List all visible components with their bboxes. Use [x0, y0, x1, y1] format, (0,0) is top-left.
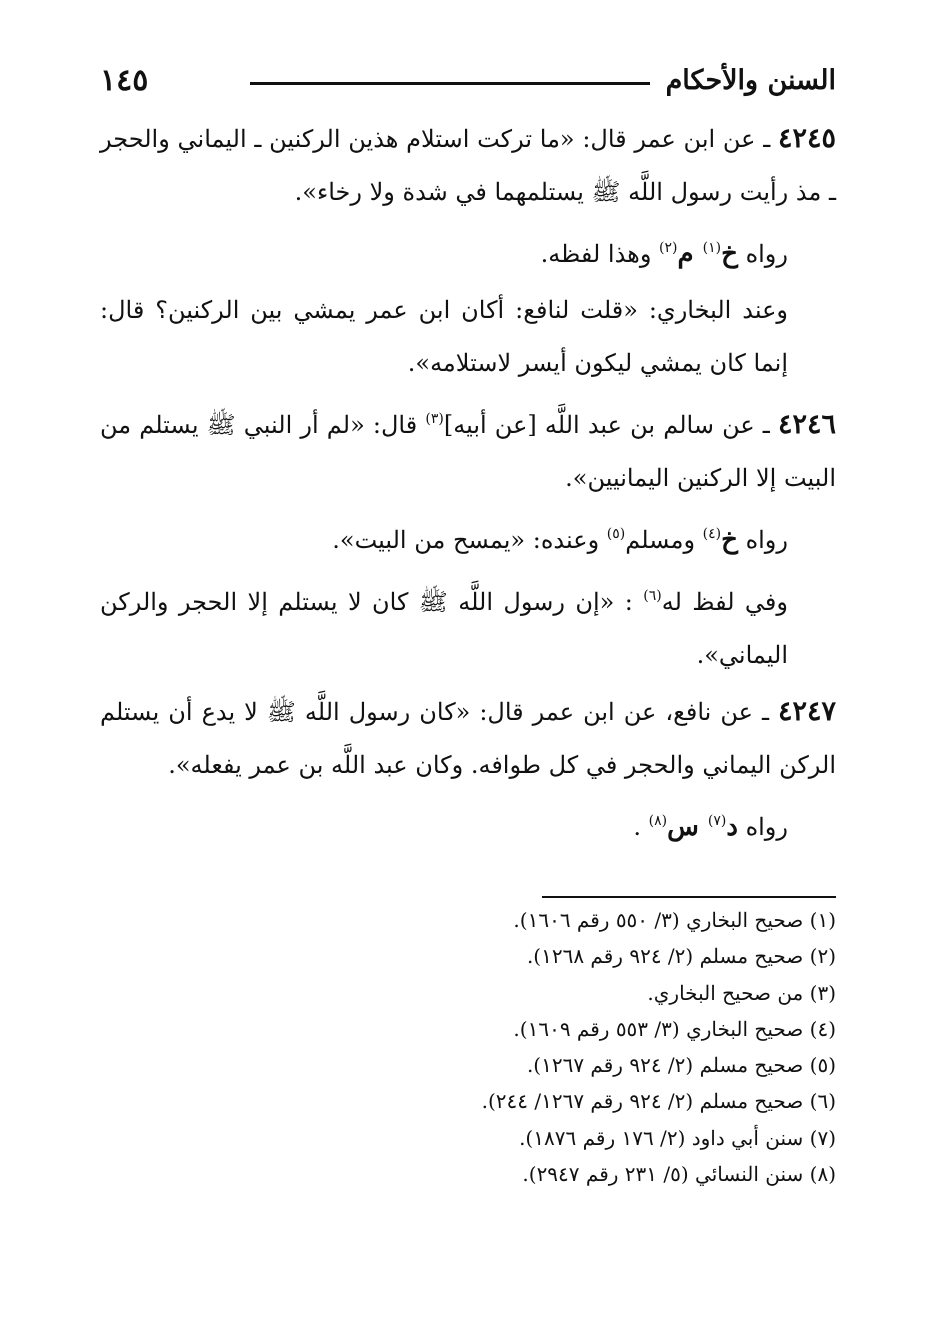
footnote-item: (٥) صحيح مسلم (٢/ ٩٢٤ رقم ١٢٦٧). — [526, 1053, 836, 1078]
variant-text: : «إن رسول اللَّه ﷺ كان لا يستلم إلا الحجر والركن اليماني». — [100, 588, 788, 669]
footnote-ref: (٦) — [643, 588, 662, 604]
hadith-text: ـ عن نافع، عن ابن عمر قال: «كان رسول اللَّه ﷺ لا يدع أن يستلم الركن اليماني والحجر في كل طوافه. وكان عبد اللَّه بن عمر يفعله». — [100, 698, 836, 779]
page-number: ١٤٥ — [100, 63, 149, 98]
hadith-4247 — [100, 685, 836, 792]
running-title: السنن والأحكام — [665, 65, 836, 96]
hadith-text: قال: «لم أر النبي ﷺ يستلم من البيت إلا الركنين اليمانيين». — [100, 411, 836, 492]
hadith-4246 — [100, 393, 836, 505]
footnote-item: (٢) صحيح مسلم (٢/ ٩٢٤ رقم ١٢٦٨). — [526, 944, 836, 969]
footnote-separator — [542, 896, 836, 898]
source-symbol: م — [677, 239, 703, 269]
hadith-4245 — [100, 112, 836, 219]
source-symbol: س — [667, 812, 708, 842]
note-text: وعنده: «يمسح من البيت». — [332, 526, 607, 554]
footnote-ref: (٨) — [648, 813, 668, 829]
narration-note — [100, 795, 836, 854]
note-text: رواه — [737, 526, 788, 554]
footnote-ref: (٧) — [707, 813, 727, 829]
hadith-number: ٤٢٤٦ — [777, 409, 836, 440]
main-text — [100, 112, 836, 854]
bukhari-variant — [100, 284, 836, 390]
narration-note — [100, 222, 836, 281]
footnote-ref: (٥) — [606, 526, 626, 542]
page-header — [100, 62, 836, 102]
variant-text: وفي لفظ له — [661, 588, 788, 616]
footnote-ref: (١) — [702, 240, 722, 256]
source-symbol: خ — [721, 239, 738, 269]
note-text: رواه — [737, 813, 788, 841]
footnote-item: (٦) صحيح مسلم (٢/ ٩٢٤ رقم ١٢٦٧/ ٢٤٤). — [481, 1089, 836, 1114]
footnote-item: (٧) سنن أبي داود (٢/ ١٧٦ رقم ١٨٧٦). — [519, 1125, 836, 1150]
hadith-number: ٤٢٤٥ — [777, 123, 836, 154]
note-text: رواه — [737, 240, 788, 268]
muslim-variant — [100, 570, 836, 682]
note-text: وهذا لفظه. — [540, 240, 660, 268]
footnote-ref: (٣) — [425, 411, 444, 427]
hadith-text: ـ عن سالم بن عبد اللَّه [عن أبيه] — [443, 411, 778, 439]
hadith-text: ـ عن ابن عمر قال: «ما تركت استلام هذين الركنين ـ اليماني والحجر ـ مذ رأيت رسول اللَّه ﷺ يستلمهما في شدة ولا رخاء». — [100, 125, 836, 206]
variant-text: وعند البخاري: «قلت لنافع: أكان ابن عمر يمشي بين الركنين؟ قال: إنما كان يمشي ليكون أيسر لاستلامه». — [100, 296, 788, 377]
header-rule — [250, 82, 650, 85]
footnote-ref: (٢) — [659, 240, 678, 256]
footnote-item: (١) صحيح البخاري (٣/ ٥٥٠ رقم ١٦٠٦). — [513, 908, 836, 932]
footnote-item: (٨) سنن النسائي (٥/ ٢٣١ رقم ٢٩٤٧). — [522, 1162, 836, 1187]
footnote-item: (٣) من صحيح البخاري. — [647, 980, 836, 1005]
source-symbol: د — [726, 812, 738, 842]
footnote-item: (٤) صحيح البخاري (٣/ ٥٥٣ رقم ١٦٠٩). — [513, 1016, 836, 1041]
footnote-ref: (٤) — [702, 526, 722, 542]
hadith-number: ٤٢٤٧ — [778, 696, 837, 727]
narration-note — [100, 508, 836, 567]
note-text: ومسلم — [625, 526, 703, 554]
source-symbol: خ — [721, 525, 738, 555]
footnotes — [300, 902, 836, 1192]
note-text: . — [633, 813, 649, 841]
